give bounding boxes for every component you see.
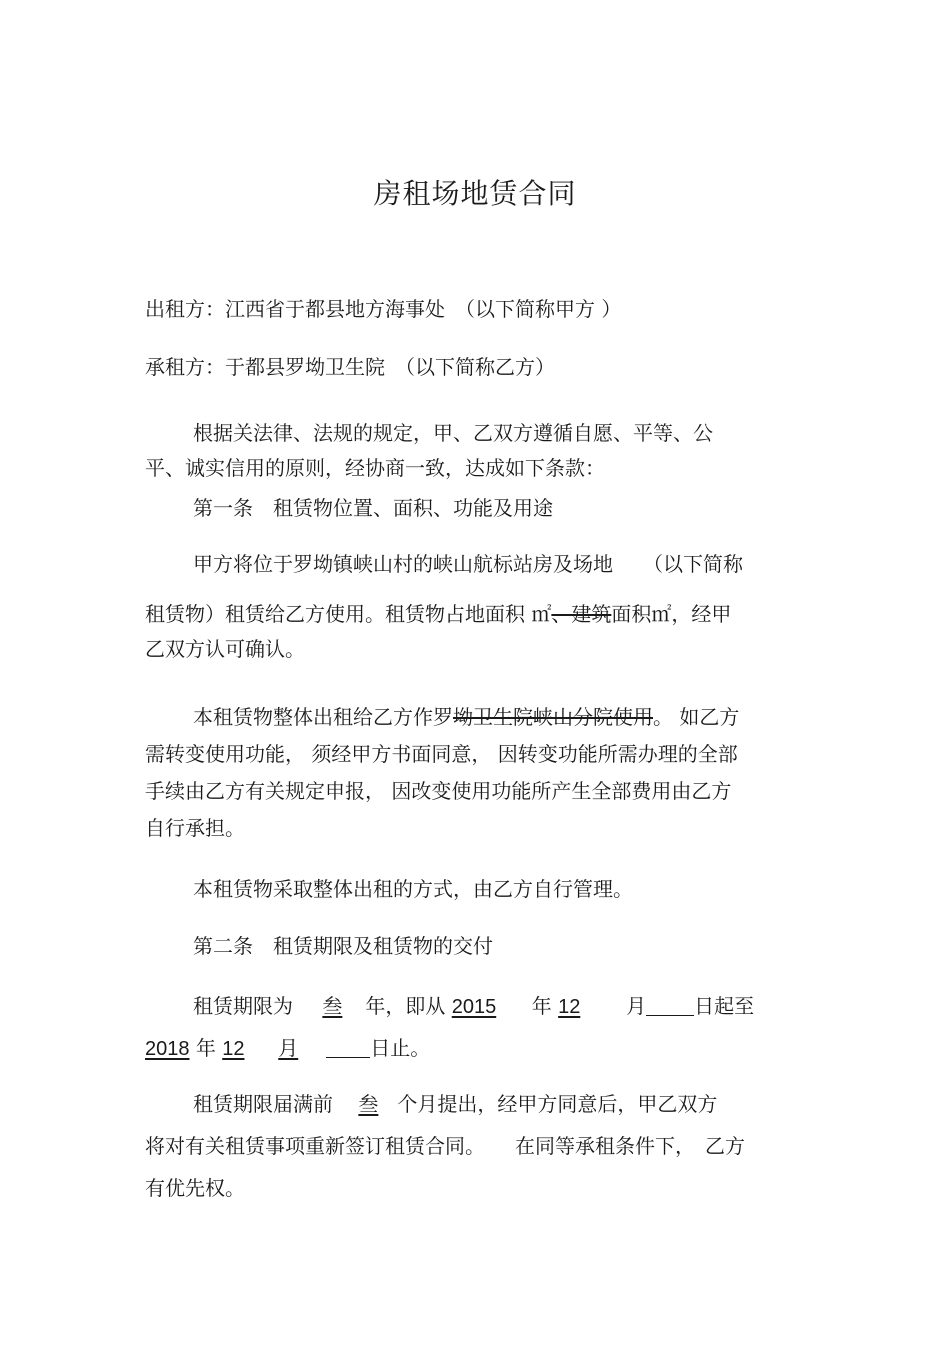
article-1-p3: 本租赁物采取整体出租的方式，由乙方自行管理。: [193, 877, 633, 901]
text-span: 月: [626, 994, 647, 1018]
text-span: 年: [531, 994, 552, 1018]
renewal-months-value: 叁: [358, 1092, 379, 1116]
text-span: 。 如乙方: [653, 705, 740, 729]
lessee-line: 承租方：于都县罗坳卫生院 （以下简称乙方）: [145, 355, 555, 379]
article-1-p1-line-1: 甲方将位于罗坳镇峡山村的峡山航标站房及场地 （以下简称: [193, 552, 743, 576]
start-day-blank: [646, 995, 694, 1016]
article-1-p1-line-2: [145, 601, 731, 627]
article-1-heading: 第一条 租赁物位置、面积、功能及用途: [193, 496, 553, 520]
article-1-p2-line-1: [193, 704, 739, 730]
lease-term-line-2: [145, 1035, 430, 1062]
text-span: 年，即从: [365, 994, 446, 1018]
article-1-p2-line-3: 手续由乙方有关规定申报， 因改变使用功能所产生全部费用由乙方: [145, 779, 732, 803]
end-day-blank: [326, 1037, 370, 1058]
preamble-line-2: 平、诚实信用的原则，经协商一致，达成如下条款：: [145, 456, 605, 480]
lessor-line: 出租方：江西省于都县地方海事处 （以下简称甲方 ）: [145, 297, 622, 321]
text-span: 日起至: [694, 994, 755, 1018]
article-2-heading: 第二条 租赁期限及租赁物的交付: [193, 934, 493, 958]
text-span: 年: [195, 1036, 216, 1060]
text-span: 面积㎡，经甲: [611, 602, 732, 626]
text-span: 租赁期限届满前: [193, 1092, 333, 1116]
text-span: 月: [278, 1036, 299, 1060]
article-1-p1-line-3: 乙双方认可确认。: [145, 637, 305, 661]
end-month-value: 12: [222, 1038, 245, 1060]
text-span: 租赁期限为: [193, 994, 293, 1018]
article-1-p2-line-4: 自行承担。: [145, 816, 245, 840]
start-month-value: 12: [558, 996, 581, 1018]
text-span: 日止。: [370, 1036, 431, 1060]
text-span: 个月提出，经甲方同意后，甲乙双方: [397, 1092, 718, 1116]
strikethrough-text: 、建筑: [551, 602, 612, 626]
renewal-line-3: 有优先权。: [145, 1176, 245, 1200]
text-span: 本租赁物整体出租给乙方作罗: [193, 705, 453, 729]
renewal-line-2: 将对有关租赁事项重新签订租赁合同。 在同等承租条件下， 乙方: [145, 1134, 745, 1158]
start-year-value: 2015: [451, 996, 497, 1018]
lease-years-value: 叁: [322, 994, 343, 1018]
renewal-line-1: [193, 1091, 717, 1117]
document-title: 房租场地赁合同: [373, 177, 577, 210]
lease-term-line-1: [193, 993, 754, 1020]
strikethrough-text: 坳卫生院峡山分院使用: [453, 705, 653, 729]
preamble-line-1: 根据关法律、法规的规定，甲、乙双方遵循自愿、平等、公: [193, 421, 713, 445]
end-year-value: 2018: [145, 1038, 190, 1060]
text-span: 租赁物）租赁给乙方使用。租赁物占地面积 ㎡: [145, 602, 552, 626]
article-1-p2-line-2: 需转变使用功能， 须经甲方书面同意， 因转变功能所需办理的全部: [145, 742, 738, 766]
